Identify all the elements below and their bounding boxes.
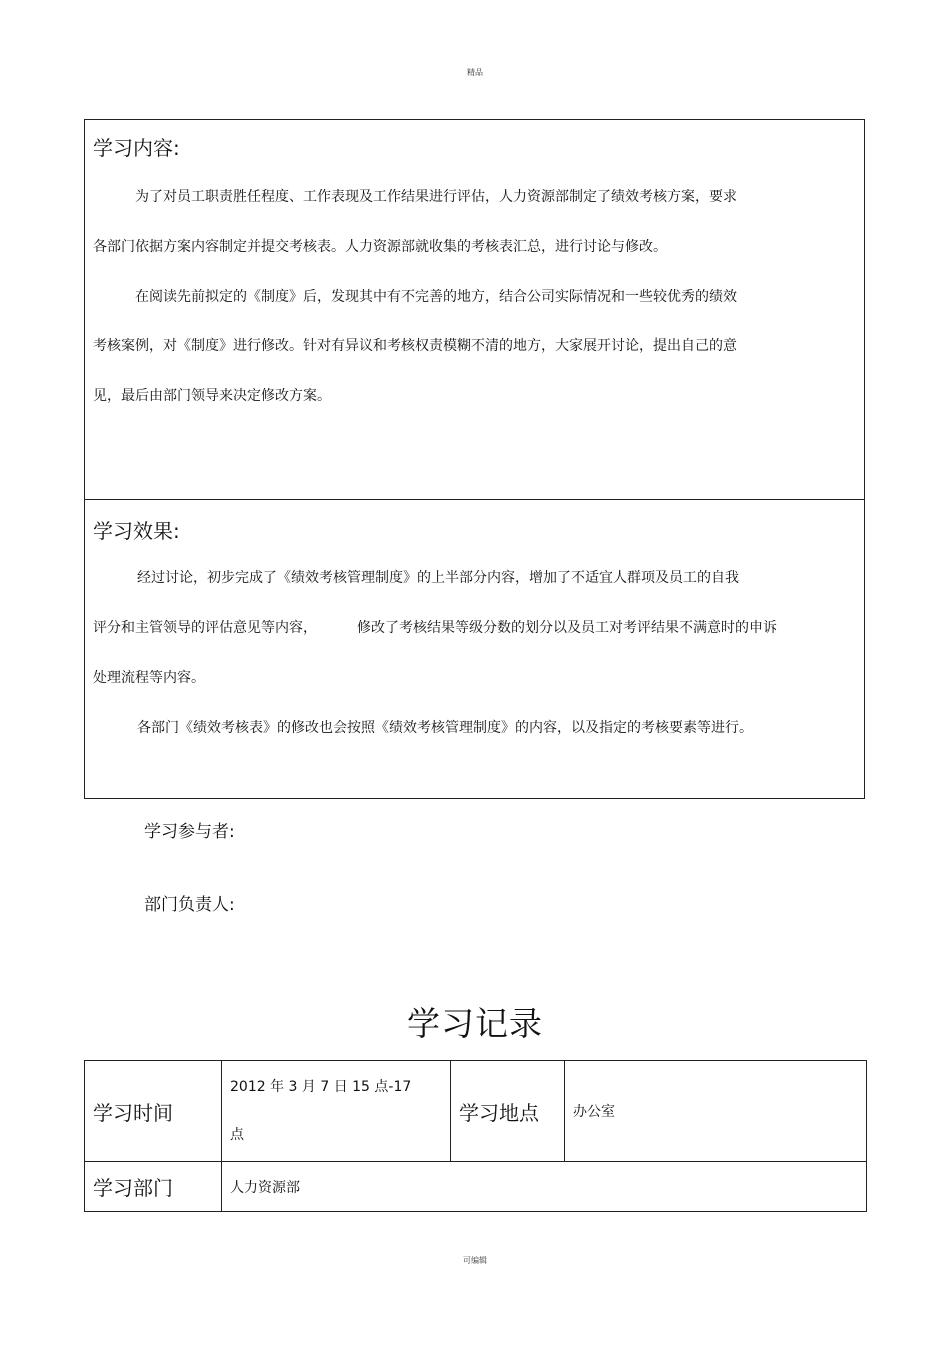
record-row-dept	[85, 1162, 867, 1212]
place-label: 学习地点	[451, 1061, 565, 1162]
effect-line-1: 经过讨论，初步完成了《绩效考核管理制度》的上半部分内容，增加了不适宜人群项及员工的自我	[137, 570, 739, 586]
participants-label: 学习参与者:	[144, 822, 235, 842]
effect-line-2a: 评分和主管领导的评估意见等内容，	[93, 620, 317, 636]
study-effect-box	[84, 499, 865, 799]
record-table	[84, 1060, 867, 1212]
time-value-line1: 2012 年 3 月 7 日 15 点-17	[230, 1079, 412, 1095]
footer-watermark: 可编辑	[463, 1256, 487, 1265]
study-content-title: 学习内容:	[93, 136, 180, 160]
content-line-1: 为了对员工职责胜任程度、工作表现及工作结果进行评估，人力资源部制定了绩效考核方案，要求	[135, 189, 737, 205]
time-label: 学习时间	[85, 1061, 222, 1162]
effect-line-4: 各部门《绩效考核表》的修改也会按照《绩效考核管理制度》的内容，以及指定的考核要素等进行。	[137, 720, 753, 736]
study-effect-title: 学习效果:	[93, 519, 180, 543]
content-line-5: 见，最后由部门领导来决定修改方案。	[93, 388, 331, 404]
content-line-2: 各部门依据方案内容制定并提交考核表。人力资源部就收集的考核表汇总，进行讨论与修改。	[93, 239, 667, 255]
study-content-box	[84, 119, 865, 500]
header-watermark: 精品	[467, 68, 483, 77]
content-line-3: 在阅读先前拟定的《制度》后，发现其中有不完善的地方，结合公司实际情况和一些较优秀的绩效	[135, 289, 737, 305]
place-value: 办公室	[565, 1061, 867, 1162]
dept-head-label: 部门负责人:	[144, 895, 235, 915]
time-value	[222, 1061, 451, 1162]
record-row-time	[85, 1061, 867, 1162]
effect-line-2b: 修改了考核结果等级分数的划分以及员工对考评结果不满意时的申诉	[357, 620, 777, 636]
time-value-line2: 点	[230, 1127, 244, 1143]
content-line-4: 考核案例，对《制度》进行修改。针对有异议和考核权责模糊不清的地方，大家展开讨论，提出自己的意	[93, 338, 737, 354]
record-title: 学习记录	[407, 1004, 543, 1043]
effect-line-3: 处理流程等内容。	[93, 670, 205, 686]
dept-value: 人力资源部	[222, 1162, 867, 1212]
dept-label: 学习部门	[85, 1162, 222, 1212]
